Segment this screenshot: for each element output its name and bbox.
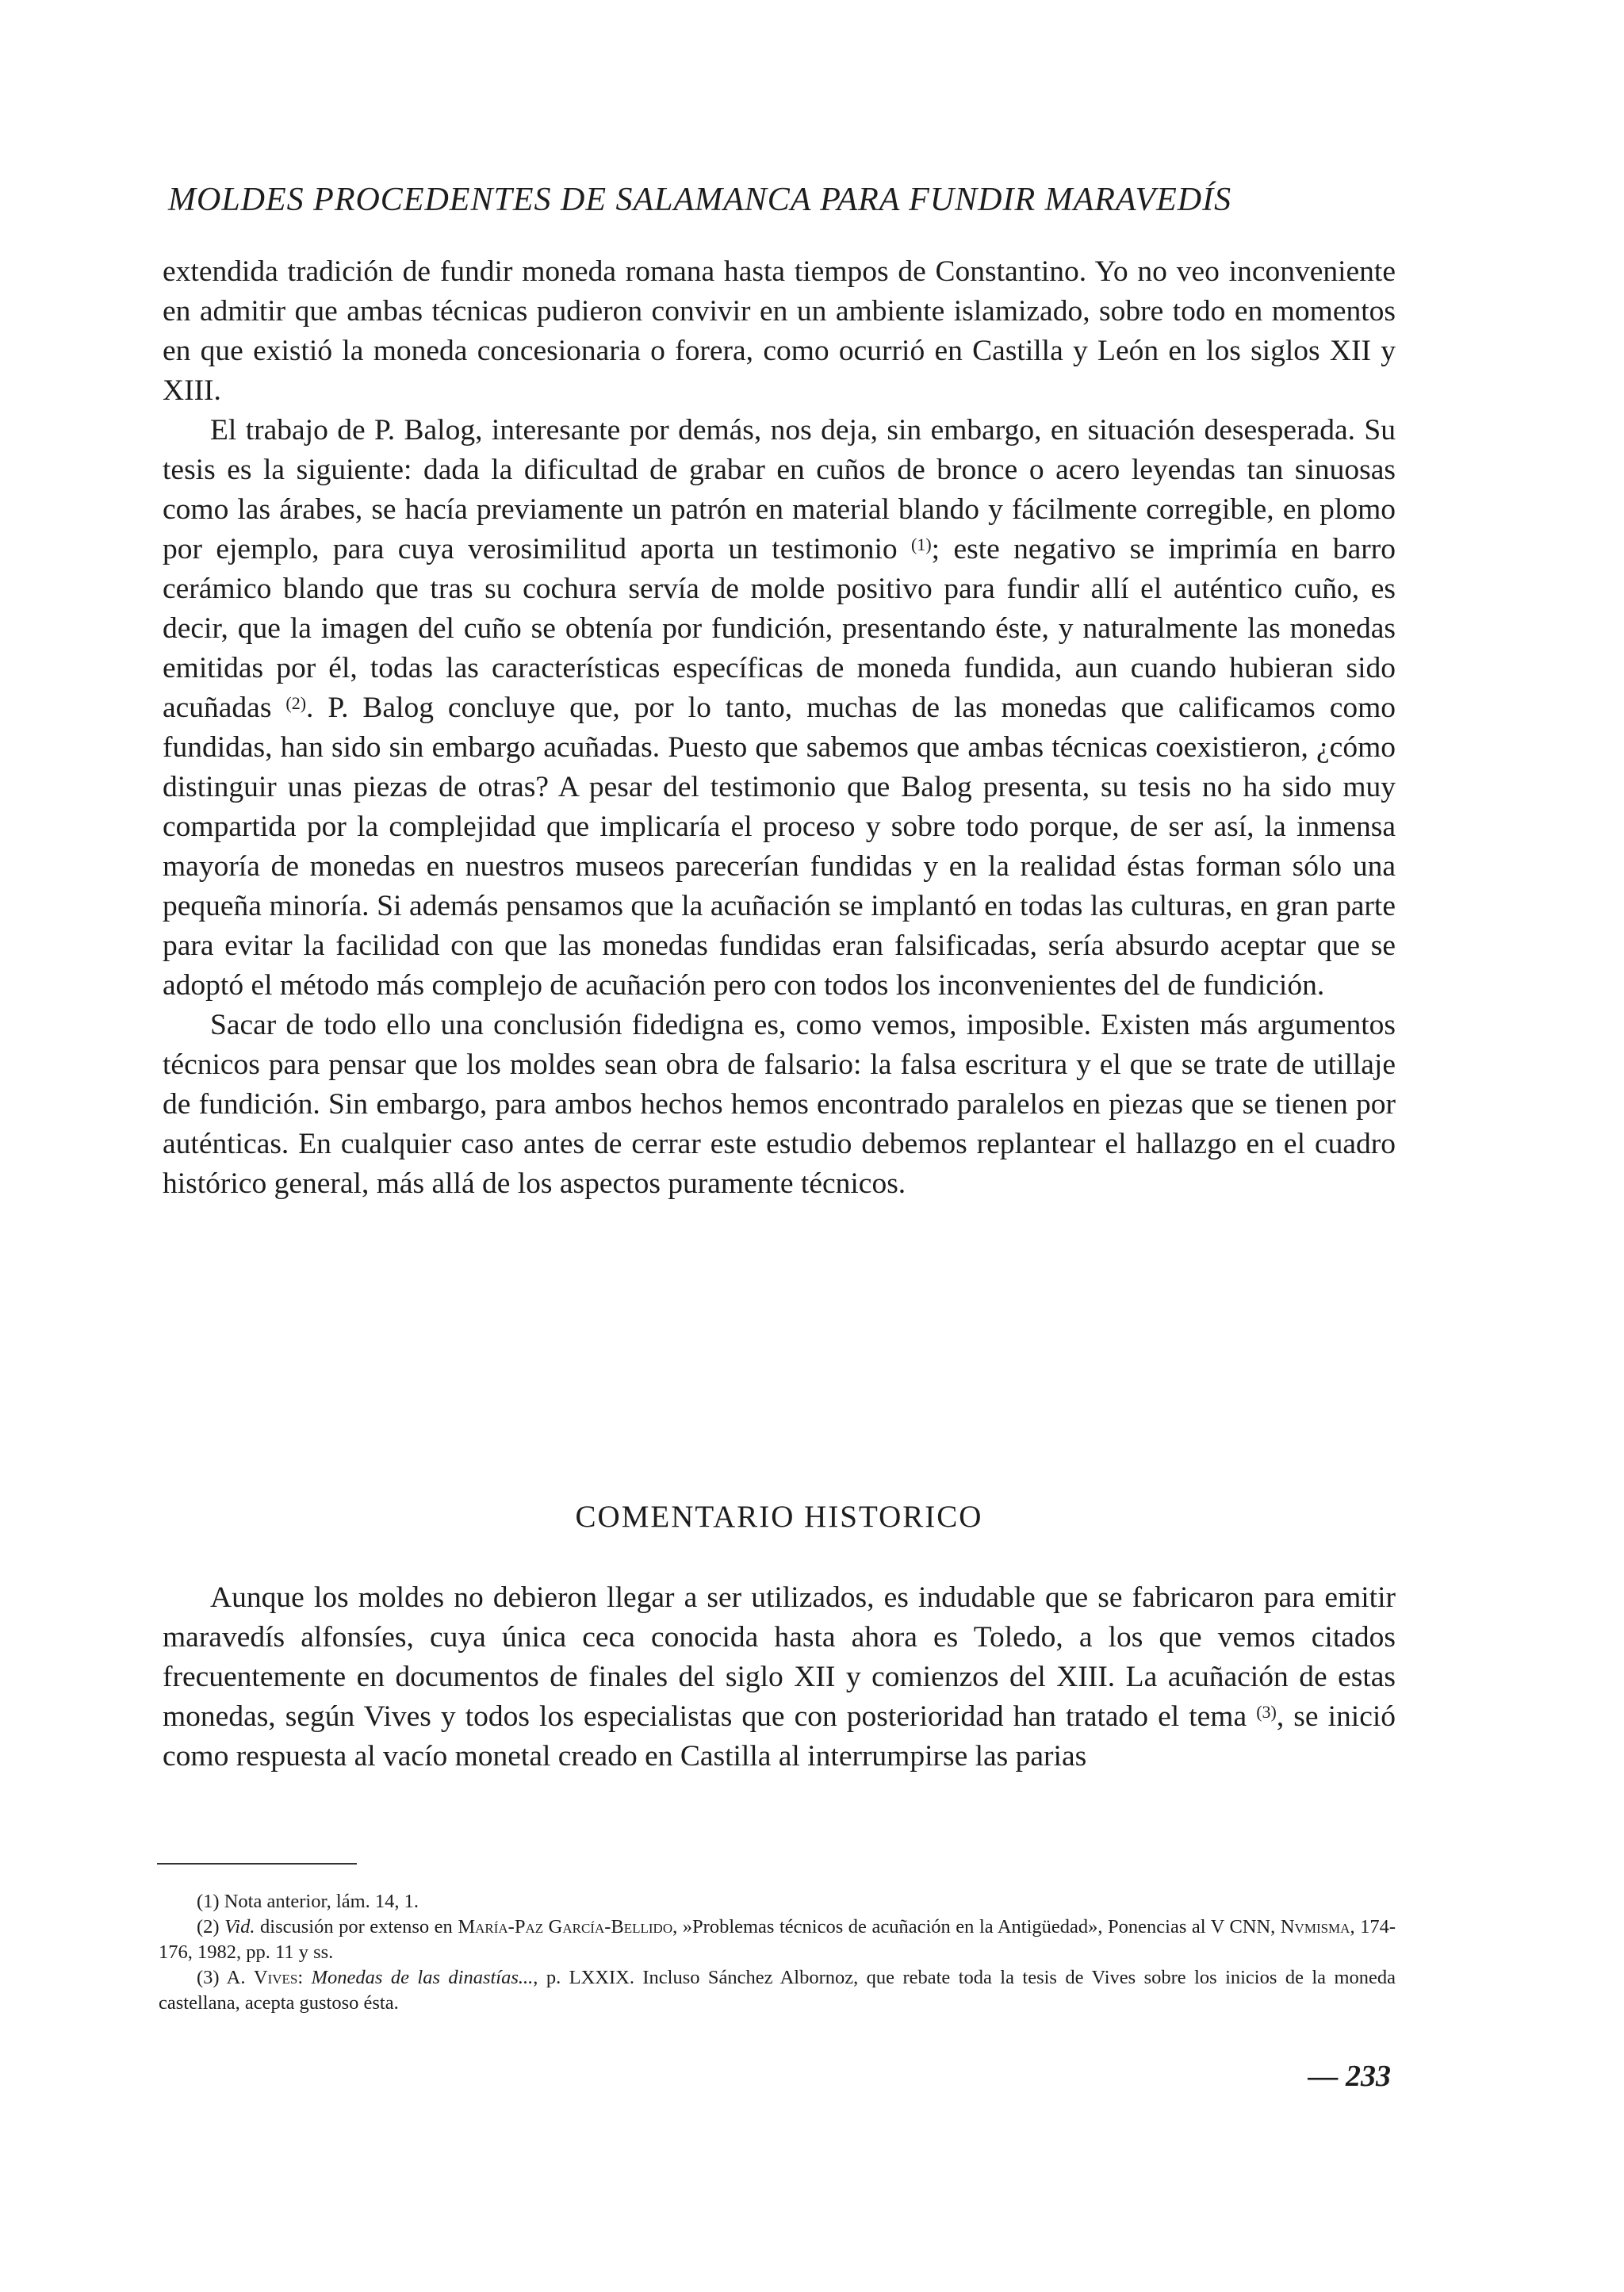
paragraph-3: Sacar de todo ello una conclusión fidedigna es, como vemos, imposible. Existen más argumentos técnicos para pensar que los moldes sean obra de falsario: la falsa escritura y el que se trate de utillaje de fundición. Sin embargo, para ambos hechos hemos encontrado paralelos en piezas que se tienen por auténticas. En cualquier caso antes de cerrar este estudio debemos replantear el hallazgo en el cuadro histórico general, más allá de los aspectos puramente técnicos. [163, 1009, 1396, 1200]
footnote-3-colon: : [297, 1967, 304, 1988]
body-text-upper [163, 252, 1396, 1204]
footnote-ref-2[interactable]: (2) [285, 693, 307, 713]
footnote-3-title: Monedas de las dinastías... [311, 1967, 534, 1988]
paragraph-2-part-b: ; este negativo se imprimía en barro cerámico blando que tras su cochura servía de molde positivo para fundir allí el auténtico cuño, es decir, que la imagen del cuño se obtenía por fundición, presentando éste, y naturalmente las monedas emitidas por él, todas las características específicas de moneda fundida, aun cuando hubieran sido acuñadas [163, 533, 1396, 724]
footnote-2-text-a: discusión por extenso en [260, 1916, 453, 1937]
running-head: MOLDES PROCEDENTES DE SALAMANCA PARA FUNDIR MARAVEDÍS [168, 182, 1232, 218]
footnote-1-number: (1) [197, 1891, 220, 1912]
footnote-2-journal: Nvmisma [1280, 1916, 1350, 1937]
paragraph-2-part-a: El trabajo de P. Balog, interesante por demás, nos deja, sin embargo, en situación desesperada. Su tesis es la siguiente: dada la dificultad de grabar en cuños de bronce o acero leyendas tan sinuosas como las árabes, se hacía previamente un patrón en material blando y fácilmente corregible, en plomo por ejemplo, para cuya verosimilitud aporta un testimonio [163, 414, 1396, 565]
body-text-lower [163, 1578, 1396, 1776]
paragraph-2-part-c: . P. Balog concluye que, por lo tanto, muchas de las monedas que calificamos como fundidas, han sido sin embargo acuñadas. Puesto que sabemos que ambas técnicas coexistieron, ¿cómo distinguir unas piezas de otras? A pesar del testimonio que Balog presenta, su tesis no ha sido muy compartida por la complejidad que implicaría el proceso y sobre todo porque, de ser así, la inmensa mayoría de monedas en nuestros museos parecerían fundidas y en la realidad éstas forman sólo una pequeña minoría. Si además pensamos que la acuñación se implantó en todas las culturas, en gran parte para evitar la facilidad con que las monedas fundidas eran falsificadas, sería absurdo aceptar que se adoptó el método más complejo de acuñación pero con todos los inconvenientes del de fundición. [163, 692, 1396, 1002]
footnote-ref-3[interactable]: (3) [1256, 1702, 1277, 1722]
paragraph-4 [163, 1578, 1396, 1776]
footnote-2-vid: Vid. [224, 1916, 255, 1937]
footnote-3-text: , p. LXXIX. Incluso Sánchez Albornoz, que rebate toda la tesis de Vives sobre los inicios de la moneda castellana, acepta gustoso ésta. [159, 1967, 1396, 2014]
footnote-2-text-c: , 174-176, 1982, pp. 11 y ss. [159, 1916, 1396, 1963]
footnote-ref-1[interactable]: (1) [911, 535, 932, 554]
footnote-1 [159, 1889, 1396, 1914]
footnote-3-initial: A. [226, 1967, 246, 1988]
footnote-2-number: (2) [197, 1916, 220, 1937]
footnotes [159, 1889, 1396, 2016]
footnote-3-number: (3) [197, 1967, 220, 1988]
page-number: — 233 [1308, 2060, 1391, 2093]
footnote-2 [159, 1914, 1396, 1965]
paragraph-4-part-a: Aunque los moldes no debieron llegar a ser utilizados, es indudable que se fabricaron para emitir maravedís alfonsíes, cuya única ceca conocida hasta ahora es Toledo, a los que vemos citados frecuentemente en documentos de finales del siglo XII y comienzos del XIII. La acuñación de estas monedas, según Vives y todos los especialistas que con posterioridad han tratado el tema [163, 1581, 1396, 1733]
footnote-3-author: Vives [253, 1967, 298, 1988]
footnote-divider [157, 1863, 357, 1865]
paragraph-2 [163, 411, 1396, 1006]
footnote-3 [159, 1965, 1396, 2016]
footnote-2-author: María-Paz García-Bellido [458, 1916, 673, 1937]
footnote-2-text-b: , »Problemas técnicos de acuñación en la Antigüedad», Ponencias al V CNN, [672, 1916, 1276, 1937]
section-heading: COMENTARIO HISTORICO [575, 1500, 983, 1534]
footnote-1-text: Nota anterior, lám. 14, 1. [224, 1891, 419, 1912]
paragraph-1: extendida tradición de fundir moneda romana hasta tiempos de Constantino. Yo no veo inconveniente en admitir que ambas técnicas pudieron convivir en un ambiente islamizado, sobre todo en momentos en que existió la moneda concesionaria o forera, como ocurrió en Castilla y León en los siglos XII y XIII. [163, 255, 1396, 407]
paragraph-4-part-b: , se inició como respuesta al vacío monetal creado en Castilla al interrumpirse las parias [163, 1700, 1396, 1773]
